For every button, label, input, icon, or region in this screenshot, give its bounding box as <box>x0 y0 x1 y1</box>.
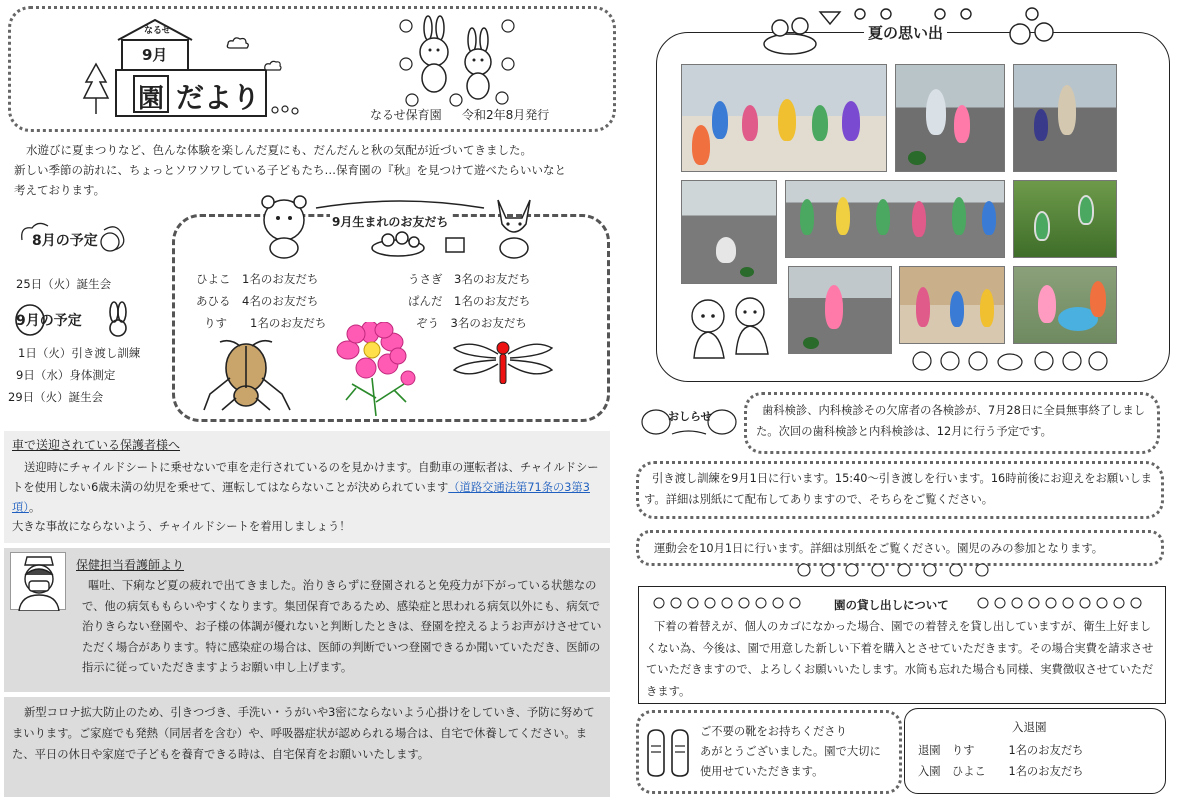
flowers-icon <box>270 104 300 118</box>
title-kana: だより <box>176 81 261 114</box>
decor-row-illustration <box>794 560 994 580</box>
class-name: ぞう <box>416 316 439 330</box>
cloud-icon <box>226 36 250 50</box>
corona-body: 新型コロナ拡大防止のため、引きつづき、手洗い・うがいや3密にならないよう心掛けをしていき、予防に努めてまいります。ご家庭でも発熱（同居者を含む）や、呼吸器症状が認められる場合は、自宅で休養してください。また、平日の休日や家庭で子どもを養育できる時は、自宅保育をお願いいたします。 <box>12 706 595 761</box>
fruits-row-illustration <box>910 348 1110 374</box>
intro-line-2: 新しい季節の訪れに、ちょっとソワソワしている子どもたち…保育園の『秋』を見つけて遊べたらいいなと <box>14 163 566 177</box>
car-notice-text: 送迎時にチャイルドシートに乗せないで車を走行されているのを見かけます。自動車の運転者は、チャイルドシートを使用しない6歳未満の幼児を乗せて、運転してはならないことが決められています <box>12 461 599 494</box>
class-name: りす <box>204 316 227 330</box>
nurse-title: 保健担当看護師より <box>76 558 185 572</box>
aug-schedule-label: 8月の予定 <box>32 233 98 249</box>
notice-label: おしらせ <box>668 410 712 423</box>
photo-outdoor-2 <box>785 180 1005 258</box>
enrollment-row <box>918 761 1083 782</box>
class-name: ぱんだ <box>408 294 443 308</box>
class-name: ひよこ <box>196 272 231 286</box>
handover-notice-text: 引き渡し訓練を9月1日に行います。15:40～引き渡しを行います。16時前後にお迎えをお願いします。詳細は別紙にて配布してありますので、そちらをご覧ください。 <box>644 472 1153 506</box>
checkup-notice-text: 歯科検診、内科検診その欠席者の各検診が、7月28日に全員無事終了しました。次回の歯科検診と内科検診は、12月に行う予定です。 <box>756 404 1146 438</box>
flower-row-left-icon <box>652 596 812 610</box>
enrollment-count: 1名のお友だち <box>1008 744 1084 757</box>
nurse-body: 嘔吐、下痢など夏の疲れで出てきました。治りきらずに登園されると免疫力が下がっている状態なので、他の病気ももらいやすくなります。集団保育であるため、感染症と思われる病気以外にも、病気で治りきらない登園や、お子様の体調が優れないと判断したときは、登園を控えるようお声がけさせていただく場合があります。特に感染症の場合は、医師の判断でいつ登園できるか聞いていただき、医師の指示に従っていただきますようお願い申し上げます。 <box>82 579 602 674</box>
sep-schedule-item: 1日（火）引き渡し訓練 <box>18 346 141 360</box>
photo-classroom-kids <box>681 64 887 172</box>
summer-title: 夏の思い出 <box>864 22 947 43</box>
law-link[interactable]: （道路交通法第71条の3第3項） <box>12 481 590 514</box>
car-notice-body <box>12 458 606 518</box>
birthday-row <box>196 268 326 290</box>
sep-schedule-item: 9日（水）身体測定 <box>16 368 116 382</box>
sep-schedule-label: 9月の予定 <box>16 313 82 329</box>
photo-watermelon-split-2 <box>1013 64 1117 172</box>
issue-date: 令和2年8月発行 <box>462 108 550 122</box>
enrollment-rows <box>918 740 1083 782</box>
shoes-line: ご不要の靴をお持ちくださり <box>700 725 847 738</box>
car-notice-period: 。 <box>28 501 41 514</box>
intro-line-1: 水遊びに夏まつりなど、色んな体験を楽しんだ夏にも、だんだんと秋の気配が近づいてきました。 <box>26 143 532 157</box>
shoes-icon <box>644 728 692 778</box>
cosmos-illustration <box>336 322 426 418</box>
photo-watermelon-split-1 <box>895 64 1005 172</box>
month-label: 9月 <box>142 46 168 64</box>
birthday-row <box>408 268 530 290</box>
lending-body: 下着の着替えが、個人のカゴになかった場合、園での着替えを貸し出していますが、衛生上好ましくない為、今後は、園で用意した新しい下着を購入とさせていただきます。その場合実費を請求させていただきますので、よろしくお願いいたします。水筒も忘れた場合も同様、実費徴収させていただきます。 <box>646 620 1154 698</box>
publisher-name: なるせ保育園 <box>370 108 442 122</box>
cricket-illustration <box>200 338 296 414</box>
dragonfly-illustration <box>452 340 554 384</box>
enrollment-type: 退園 <box>918 744 941 757</box>
enrollment-class: ひよこ <box>951 765 986 778</box>
shoes-line: 使用せていただきます。 <box>700 765 824 778</box>
photo-outdoor-1 <box>681 180 777 284</box>
enrollment-type: 入園 <box>918 765 941 778</box>
photo-garden <box>1013 180 1117 258</box>
enrollment-title: 入退園 <box>1012 720 1047 734</box>
class-name: あひる <box>196 294 231 308</box>
enrollment-count: 1名のお友だち <box>1008 765 1084 778</box>
class-count: 1名のお友だち <box>250 316 327 330</box>
sports-notice-text: 運動会を10月1日に行います。詳細は別紙をご覧ください。園児のみの参加となります。 <box>654 542 1104 555</box>
sep-schedule-list <box>8 342 141 408</box>
birthday-right-list <box>408 268 530 334</box>
car-notice-title: 車で送迎されている保護者様へ <box>12 438 181 452</box>
flower-row-right-icon <box>976 596 1146 610</box>
class-count: 1名のお友だち <box>242 272 319 286</box>
class-count: 3名のお友だち <box>450 316 527 330</box>
sep-schedule-item: 29日（火）誕生会 <box>8 390 104 404</box>
photo-watermelon-split-3 <box>788 266 892 354</box>
photo-water-play <box>1013 266 1117 344</box>
car-notice-closing: 大きな事故にならないよう、チャイルドシートを着用しましょう！ <box>12 520 351 533</box>
shoes-text <box>700 722 881 782</box>
aug-schedule-item: 25日（火）誕生会 <box>16 277 112 291</box>
class-name: うさぎ <box>408 272 443 286</box>
enrollment-row <box>918 740 1083 761</box>
intro-line-3: 考えております。 <box>14 183 106 197</box>
birthday-row <box>196 312 326 334</box>
lending-title: 園の貸し出しについて <box>834 598 949 612</box>
kids-drawing-illustration <box>684 292 778 360</box>
class-count: 1名のお友だち <box>454 294 531 308</box>
class-count: 4名のお友だち <box>242 294 319 308</box>
birthday-title: 9月生まれのお友だち <box>332 215 449 229</box>
shoes-line: あがとうございました。園で大切に <box>700 745 881 758</box>
class-count: 3名のお友だち <box>454 272 531 286</box>
photo-indoor-2 <box>899 266 1005 344</box>
birthday-row <box>196 290 326 312</box>
birthday-row <box>408 290 530 312</box>
birthday-left-list <box>196 268 326 334</box>
birthday-row <box>408 312 530 334</box>
enrollment-class: りす <box>951 744 975 757</box>
title-kanji: 園 <box>138 84 165 114</box>
rabbits-illustration <box>398 14 518 110</box>
naruse-tag: なるせ <box>144 26 171 36</box>
cloud-icon-small <box>264 60 282 71</box>
